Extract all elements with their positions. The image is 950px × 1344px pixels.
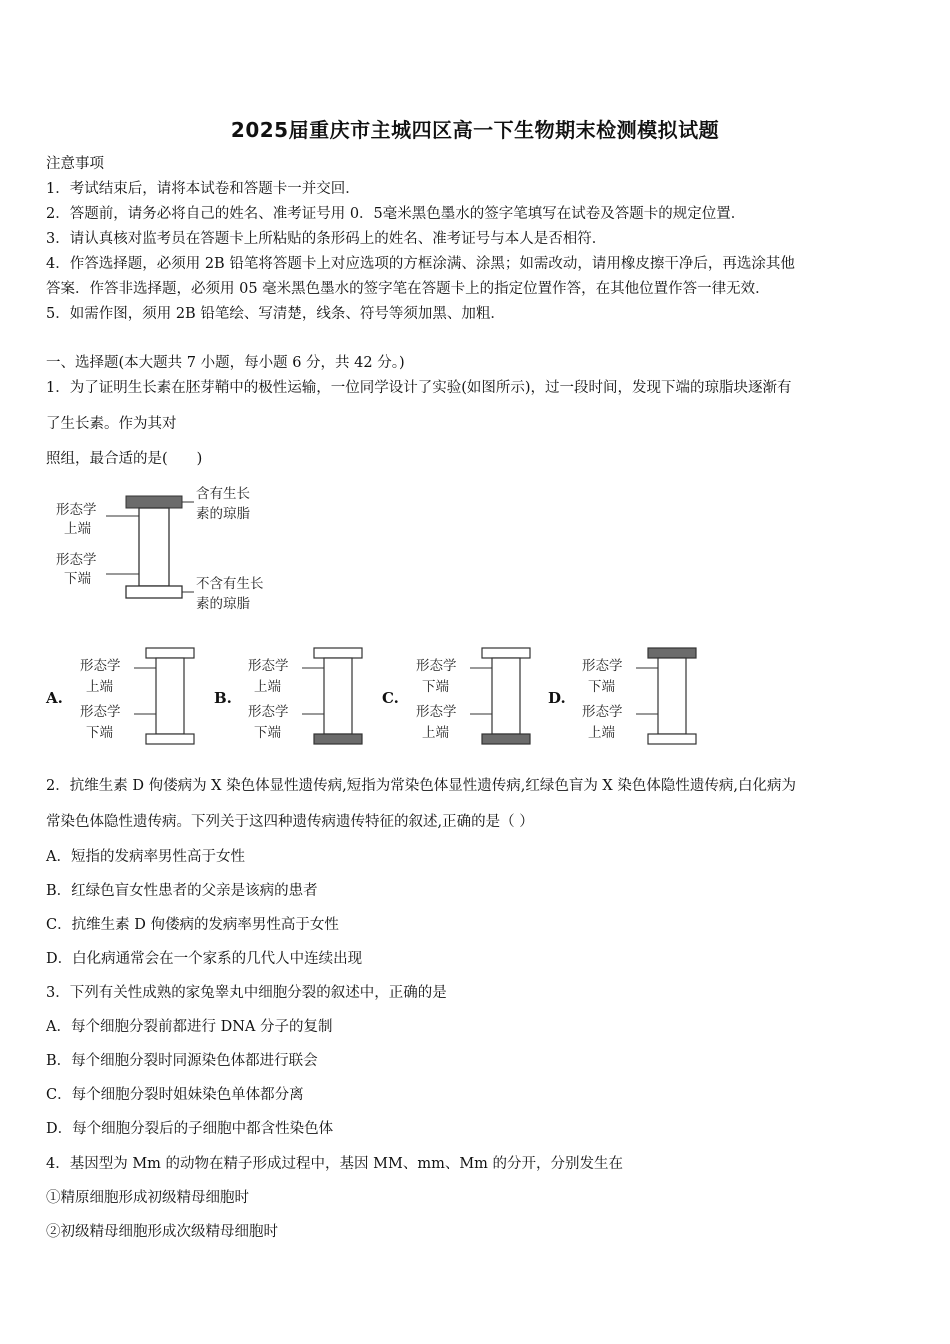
upper-label: 形态学 [582,658,623,674]
notice-item: 1．考试结束后，请将本试卷和答题卡一并交回． [46,181,360,197]
q2-option-c: C．抗维生素 D 佝偻病的发病率男性高于女性 [46,917,339,933]
bottom-agar-block [482,734,530,744]
bottom-agar-block [126,586,182,598]
coleoptile-segment [324,658,352,734]
notice-item: 2．答题前，请务必将自己的姓名、准考证号用 0．5毫米黑色墨水的签字笔填写在试卷及答题卡的规定位置． [46,206,746,222]
option-figure [412,644,537,748]
upper-label-2: 下端 [422,679,449,695]
option-letter: D. [548,689,566,707]
upper-label: 形态学 [248,658,289,674]
q3-option-c: C．每个细胞分裂时姐妹染色单体都分离 [46,1087,304,1103]
q1-stem: 1．为了证明生长素在胚芽鞘中的极性运输，一位同学设计了实验(如图所示)，过一段时间，发现下端的琼脂块逐渐有 [46,380,792,396]
coleoptile-segment [492,658,520,734]
q1-stem: 了生长素。作为其对 [46,416,177,432]
section-heading: 一、选择题(本大题共 7 小题，每小题 6 分，共 42 分。) [46,355,405,371]
option-letter: C. [382,689,399,707]
q2-option-a: A．短指的发病率男性高于女性 [46,849,245,865]
lower-label: 形态学 [416,704,457,720]
notice-item: 5．如需作图，须用 2B 铅笔绘、写清楚，线条、符号等须加黑、加粗． [46,306,505,322]
upper-label-2: 上端 [86,679,113,695]
q2-stem: 常染色体隐性遗传病。下列关于这四种遗传病遗传特征的叙述,正确的是（ ） [46,814,534,830]
q4-stem: 4．基因型为 Mm 的动物在精子形成过程中，基因 MM、mm、Mm 的分开，分别发生在 [46,1156,624,1172]
q4-item: ②初级精母细胞形成次级精母细胞时 [46,1224,278,1240]
q2-option-d: D．白化病通常会在一个家系的几代人中连续出现 [46,951,363,967]
q3-stem: 3．下列有关性成熟的家兔睾丸中细胞分裂的叙述中，正确的是 [46,985,447,1001]
top-agar-block [648,648,696,658]
lower-label: 形态学 [248,704,289,720]
top-agar-block [146,648,194,658]
notice-heading: 注意事项 [46,156,104,172]
label-without-auxin: 不含有生长素的琼脂 [196,576,264,612]
option-figure [76,644,201,748]
lower-label-2: 上端 [422,725,449,741]
upper-label-2: 上端 [254,679,281,695]
label-upper-end: 形态学上端 [56,502,97,537]
q2-stem: 2．抗维生素 D 佝偻病为 X 染色体显性遗传病,短指为常染色体显性遗传病,红绿色盲为 X 染色体隐性遗传病,白化病为 [46,778,796,794]
q1-stem: 照组，最合适的是( ) [46,451,203,467]
option-letter: A. [46,689,63,707]
q3-option-b: B．每个细胞分裂时同源染色体都进行联会 [46,1053,318,1069]
lower-label-2: 上端 [588,725,615,741]
upper-label-2: 下端 [588,679,615,695]
coleoptile-segment [658,658,686,734]
label-with-auxin: 含有生长素的琼脂 [196,486,250,522]
page-title: 2025届重庆市主城四区高一下生物期末检测模拟试题 [230,118,720,142]
top-agar-block [482,648,530,658]
notice-item: 3．请认真核对监考员在答题卡上所粘贴的条形码上的姓名、准考证号与本人是否相符． [46,231,607,247]
bottom-agar-block [314,734,362,744]
lower-label-2: 下端 [254,725,281,741]
notice-item: 4．作答选择题，必须用 2B 铅笔将答题卡上对应选项的方框涂满、涂黑；如需改动，请用橡皮擦干净后，再选涂其他 [46,256,795,272]
q2-option-b: B．红绿色盲女性患者的父亲是该病的患者 [46,883,318,899]
notice-item: 答案．作答非选择题，必须用 05 毫米黑色墨水的签字笔在答题卡上的指定位置作答，在其他位置作答一律无效． [46,281,770,297]
upper-label: 形态学 [80,658,121,674]
option-figure [244,644,369,748]
lower-label-2: 下端 [86,725,113,741]
label-lower-end: 形态学下端 [56,552,97,587]
q1-main-figure [44,482,284,617]
coleoptile-segment [139,508,169,586]
coleoptile-segment [156,658,184,734]
q3-option-a: A．每个细胞分裂前都进行 DNA 分子的复制 [46,1019,333,1035]
q4-item: ①精原细胞形成初级精母细胞时 [46,1190,249,1206]
top-agar-block [314,648,362,658]
lower-label: 形态学 [80,704,121,720]
q3-option-d: D．每个细胞分裂后的子细胞中都含性染色体 [46,1121,334,1137]
upper-label: 形态学 [416,658,457,674]
top-agar-block-with-auxin [126,496,182,508]
option-figure [578,644,703,748]
bottom-agar-block [648,734,696,744]
lower-label: 形态学 [582,704,623,720]
option-letter: B. [214,689,232,707]
bottom-agar-block [146,734,194,744]
